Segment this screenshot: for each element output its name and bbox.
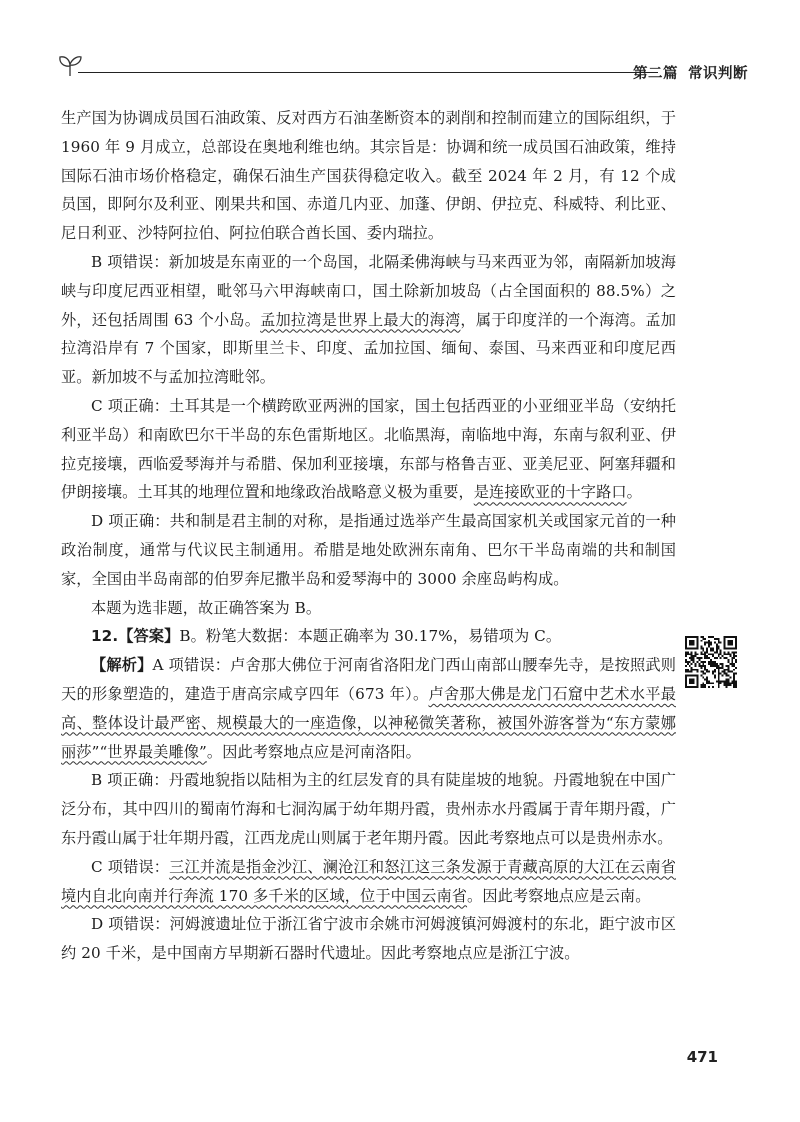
text-segment: 。因此考察地点应是河南洛阳。 — [206, 742, 421, 761]
paragraph-q12-option-b — [61, 766, 676, 852]
text-segment: B 项正确：丹霞地貌指以陆相为主的红层发育的具有陡崖坡的地貌。丹霞地貌在中国广泛分布，其中四川的蜀南竹海和七洞沟属于幼年期丹霞，贵州赤水丹霞属于青年期丹霞，广东丹霞山属于壮年期丹霞，江西龙虎山则属于老年期丹霞。因此考察地点可以是贵州赤水。 — [61, 771, 676, 847]
body-text — [61, 104, 676, 968]
section-label: 常识判断 — [688, 66, 748, 82]
page-header — [58, 52, 748, 82]
paragraph-q11-conclusion — [61, 594, 676, 623]
header-rule — [78, 72, 658, 73]
text-segment: A 项错误：卢舍那大佛位于河南省洛阳龙门西山南部山腰奉先寺，是按照武则天的形象塑造的，建造于唐高宗咸亨四年（673 年）。 — [61, 656, 676, 703]
part-label: 第二篇 — [633, 66, 678, 82]
paragraph-option-c-turkey — [61, 392, 676, 507]
text-segment: D 项正确：共和制是君主制的对称，是指通过选举产生最高国家机关或国家元首的一种政治制度，通常与代议民主制通用。希腊是地处欧洲东南角、巴尔干半岛南端的共和制国家，全国由半岛南部的伯罗奔尼撒半岛和爱琴海中的 3000 余座岛屿构成。 — [61, 512, 676, 588]
text-segment: B。粉笔大数据：本题正确率为 30.17%，易错项为 C。 — [179, 627, 562, 646]
leaf-sprout-icon — [58, 52, 82, 78]
paragraph-q12-analysis-a — [61, 651, 676, 766]
paragraph-q12-option-c — [61, 853, 676, 911]
text-segment: C 项错误： — [91, 857, 170, 876]
paragraph-option-b-singapore — [61, 248, 676, 392]
paragraph-opec-continued — [61, 104, 676, 248]
text-segment: D 项错误：河姆渡遗址位于浙江省宁波市余姚市河姆渡镇河姆渡村的东北，距宁波市区约 20 千米，是中国南方早期新石器时代遗址。因此考察地点应是浙江宁波。 — [61, 915, 676, 963]
text-segment: 。 — [626, 483, 642, 502]
text-segment: B 项错误：新加坡是东南亚的一个岛国，北隔柔佛海峡与马来西亚为邻，南隔新加坡海峡与印度尼西亚相望，毗邻马六甲海峡南口，国土除新加坡岛（占全国面积的 88.5%）之外，还包括周围 63 个小岛。 — [61, 252, 676, 329]
paragraph-q12-option-d — [61, 910, 676, 968]
underlined-key-phrase: 卢舍那大佛是龙门石窟中艺术水平最高、整体设计最严密、规模最大的一座造像，以神秘微笑著称，被国外游客誉为“东方蒙娜丽莎”“世界最美雕像” — [61, 684, 676, 761]
underlined-key-phrase: 三江并流是指金沙江、澜沧江和怒江这三条发源于青藏高原的大江在云南省境内自北向南并行奔流 170 多千米的区域，位于中国云南省 — [61, 857, 676, 905]
paragraph-q12-answer — [61, 622, 676, 651]
text-segment: 生产国为协调成员国石油政策、反对西方石油垄断资本的剥削和控制而建立的国际组织，于 1960 年 9 月成立，总部设在奥地利维也纳。其宗旨是：协调和统一成员国石油政策，维持国际石油市场价格稳定，确保石油生产国获得稳定收入。截至 2024 年 2 月，有 12 个成员国，即阿尔及利亚、刚果共和国、赤道几内亚、加蓬、伊朗、伊拉克、科威特、利比亚、尼日利亚、沙特阿拉伯、阿拉伯联合酋长国、委内瑞拉。 — [61, 109, 676, 243]
qr-code-icon[interactable] — [683, 634, 739, 690]
text-segment: 。因此考察地点应是云南。 — [467, 886, 651, 905]
section-title — [633, 62, 748, 83]
text-segment: ，属于印度洋的一个海湾。孟加拉湾沿岸有 7 个国家，即斯里兰卡、印度、孟加拉国、缅甸、泰国、马来西亚和印度尼西亚。新加坡不与孟加拉湾毗邻。 — [61, 310, 676, 387]
paragraph-option-d-greece — [61, 507, 676, 593]
bold-label: 【解析】 — [91, 656, 153, 675]
underlined-key-phrase: 孟加拉湾是世界上最大的海湾 — [260, 310, 461, 329]
underlined-key-phrase: 是连接欧亚的十字路口 — [473, 483, 627, 502]
text-segment: C 项正确：土耳其是一个横跨欧亚两洲的国家，国土包括西亚的小亚细亚半岛（安纳托利亚半岛）和南欧巴尔干半岛的东色雷斯地区。北临黑海，南临地中海，东南与叙利亚、伊拉克接壤，西临爱琴海并与希腊、保加利亚接壤，东部与格鲁吉亚、亚美尼亚、阿塞拜疆和伊朗接壤。土耳其的地理位置和地缘政治战略意义极为重要， — [61, 396, 676, 502]
text-segment: 本题为选非题，故正确答案为 B。 — [91, 598, 322, 617]
bold-label: 12.【答案】 — [91, 627, 180, 646]
page-number: 471 — [686, 1048, 718, 1066]
